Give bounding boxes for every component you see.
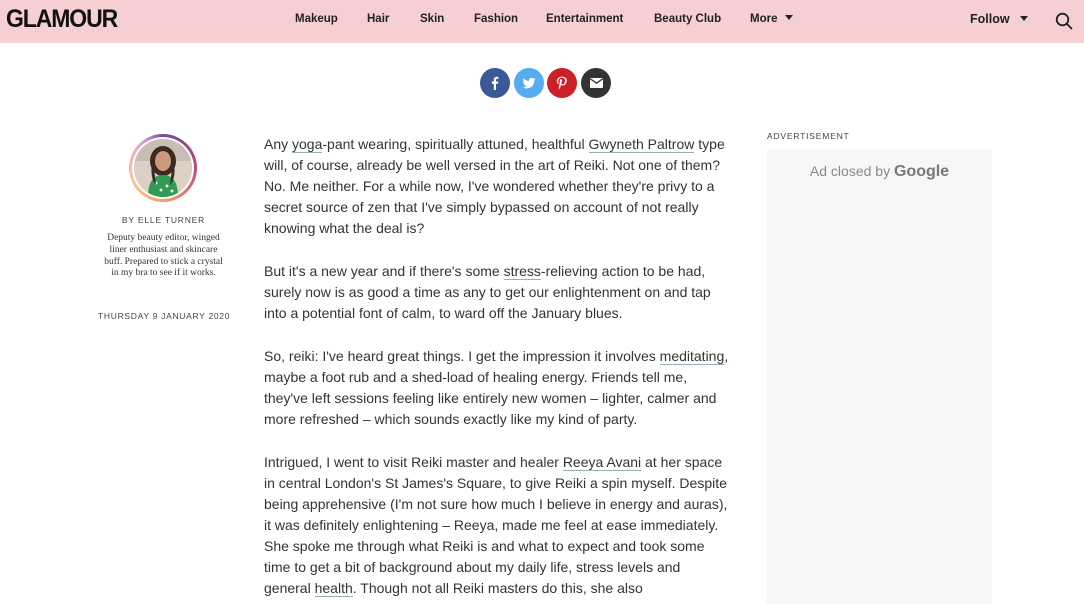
author-photo bbox=[134, 139, 192, 197]
nav-item-more[interactable] bbox=[750, 13, 793, 25]
facebook-icon bbox=[488, 76, 502, 90]
publish-date: THURSDAY 9 JANUARY 2020 bbox=[98, 311, 231, 321]
link-meditating[interactable]: meditating bbox=[659, 348, 725, 364]
nav-item-makeup[interactable]: Makeup bbox=[295, 13, 338, 25]
nav-item-hair[interactable]: Hair bbox=[367, 13, 390, 25]
twitter-icon bbox=[522, 76, 536, 90]
article-body bbox=[264, 134, 730, 604]
pinterest-icon bbox=[555, 76, 569, 90]
share-twitter-button[interactable] bbox=[514, 68, 544, 98]
nav-item-fashion[interactable]: Fashion bbox=[474, 13, 519, 25]
nav-item-entertainment[interactable]: Entertainment bbox=[546, 13, 624, 25]
share-facebook-button[interactable] bbox=[480, 68, 510, 98]
follow-button[interactable] bbox=[970, 12, 1028, 26]
google-wordmark: Google bbox=[893, 163, 950, 180]
share-pinterest-button[interactable] bbox=[547, 68, 577, 98]
nav-more-label: More bbox=[750, 13, 778, 25]
link-reeya-avani[interactable]: Reeya Avani bbox=[562, 454, 642, 470]
email-icon bbox=[590, 78, 603, 88]
author-bio: Deputy beauty editor, winged liner enthusiast and skincare buff. Prepared to stick a crystal in my bra to see if it works. bbox=[104, 233, 223, 279]
nav-item-skin[interactable]: Skin bbox=[420, 13, 445, 25]
link-yoga[interactable]: yoga bbox=[292, 136, 323, 152]
link-health[interactable]: health bbox=[314, 580, 353, 596]
author-avatar[interactable] bbox=[129, 134, 197, 202]
nav-item-beauty-club[interactable]: Beauty Club bbox=[654, 13, 722, 25]
article-paragraph: Intrigued, I went to visit Reiki master and healer Reeya Avani at her space in central London's St James's Square, to give Reiki a spin myself. Despite being apprehensive (I'm not sure how much I believe in energy and auras), it was definitely enlightening – Reeya, made me feel at ease immediately. She spoke me through what Reiki is and what to expect and took some time to get a bit of background about my daily life, stress levels and general health. Though not all Reiki masters do this, she also bbox=[264, 454, 728, 596]
ad-closed-message: Ad closed by Google bbox=[809, 163, 950, 180]
article-paragraph: But it's a new year and if there's some stress-relieving action to be had, surely now is as good a time as any to get our enlightenment on and tap into a potential font of calm, to ward off the January blues. bbox=[264, 263, 711, 321]
chevron-down-icon bbox=[1020, 16, 1028, 21]
article-paragraph: So, reiki: I've heard great things. I get the impression it involves meditating, maybe a foot rub and a shed-load of healing energy. Friends tell me, they've left sessions feeling like entirely new women – lighter, calmer and more refreshed – which sounds exactly like my kind of party. bbox=[264, 348, 729, 427]
search-icon[interactable] bbox=[1055, 12, 1073, 30]
chevron-down-icon bbox=[785, 15, 793, 20]
top-navigation-bar bbox=[0, 0, 1084, 43]
ad-slot[interactable] bbox=[767, 149, 992, 604]
share-email-button[interactable] bbox=[581, 68, 611, 98]
link-gwyneth-paltrow[interactable]: Gwyneth Paltrow bbox=[588, 136, 695, 152]
link-stress[interactable]: stress bbox=[503, 263, 541, 279]
follow-label: Follow bbox=[970, 12, 1010, 26]
author-byline[interactable]: BY ELLE TURNER bbox=[121, 215, 206, 225]
site-logo[interactable]: GLAMOUR bbox=[6, 5, 118, 33]
advertisement-label: ADVERTISEMENT bbox=[767, 131, 850, 141]
article-paragraph: Any yoga-pant wearing, spiritually attuned, healthful Gwyneth Paltrow type will, of course, already be well versed in the art of Reiki. Not one of them? No. Me neither. For a while now, I've wondered whether they're privy to a secret source of zen that I've simply bypassed on account of not really knowing what the deal is? bbox=[264, 136, 725, 236]
